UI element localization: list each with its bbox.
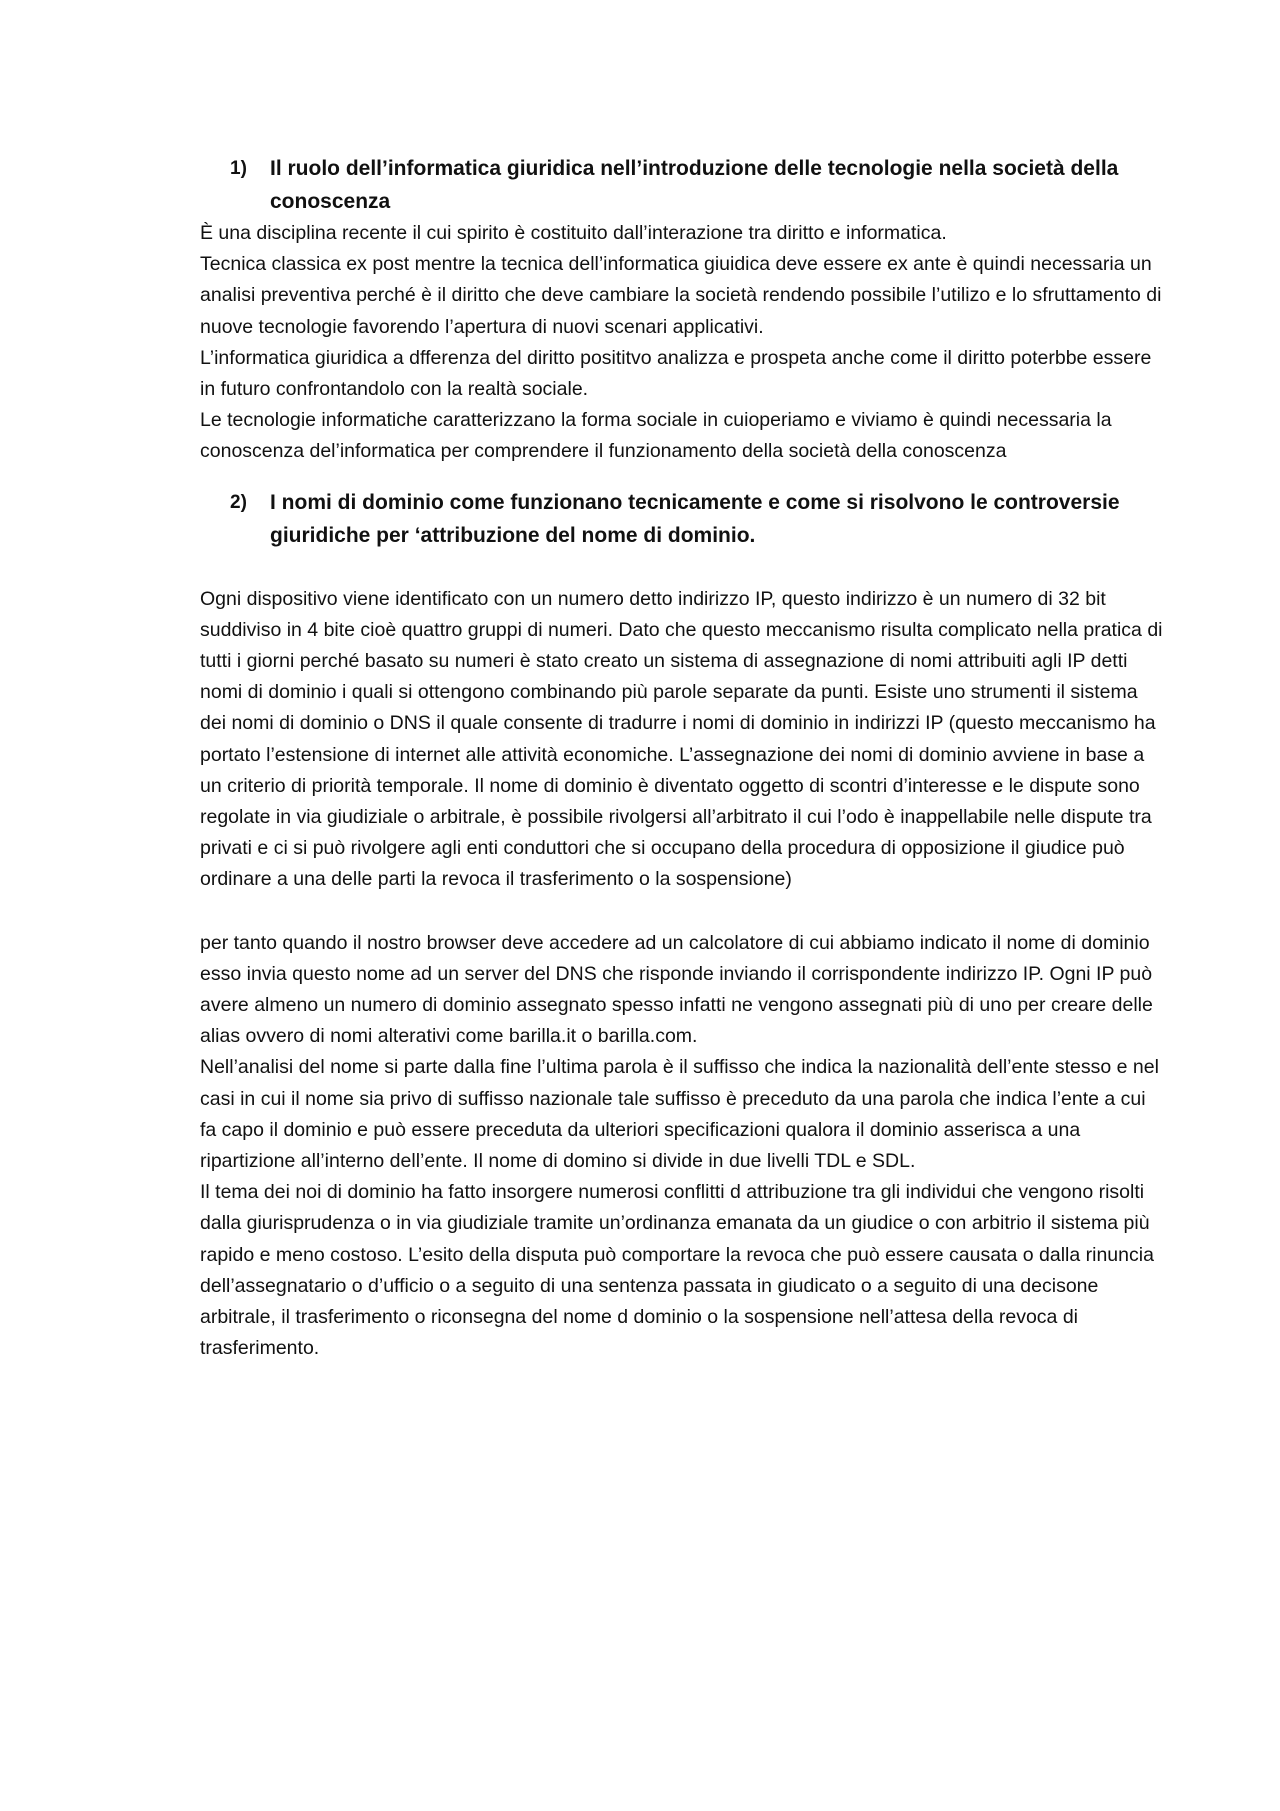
section-1-heading (230, 152, 1165, 218)
spacer (200, 896, 1165, 928)
section-1-paragraph: È una disciplina recente il cui spirito è costituito dall’interazione tra diritto e informatica. Tecnica classica ex post mentre la tecnica dell’informatica giuidica deve essere ex ante è quindi necessaria un analisi preventiva perché è il diritto che deve cambiare la società rendendo possibile l’utilizo e lo sfruttamento di nuove tecnologie favorendo l’apertura di nuovi scenari applicativi. L’informatica giuridica a dfferenza del diritto posititvo analizza e prospeta anche come il diritto poterbbe essere in futuro confrontandolo con la realtà sociale. Le tecnologie informatiche caratterizzano la forma sociale in cuioperiamo e viviamo è quindi necessaria la conoscenza del’informatica per comprendere il funzionamento della società della conoscenza (200, 222, 1162, 463)
section-2-heading (230, 486, 1165, 552)
section-2-number: 2) (230, 491, 247, 513)
section-1-number: 1) (230, 158, 247, 179)
section-2-paragraph-1: Ogni dispositivo viene identificato con un numero detto indirizzo IP, questo indirizzo è un numero di 32 bit suddiviso in 4 bite cioè quattro gruppi di numeri. Dato che questo meccanismo risulta complicato nella pratica di tutti i giorni perché basato su numeri è stato creato un sistema di assegnazione di nomi attribuiti agli IP detti nomi di dominio i quali si ottengono combinando più parole separate da punti. Esiste uno strumenti il sistema dei nomi di dominio o DNS il quale consente di tradurre i nomi di dominio in indirizzi IP (questo meccanismo ha portato l’estensione di internet alle attività economiche. L’assegnazione dei nomi di dominio avviene in base a un criterio di priorità temporale. Il nome di dominio è diventato oggetto di scontri d’interesse e le dispute sono regolate in via giudiziale o arbitrale, è possibile rivolgersi all’arbitrato il cui l’odo è inappellabile nelle dispute tra privati e ci si può rivolgere agli enti conduttori che si occupano della procedura di opposizione il giudice può ordinare a una delle parti la revoca il trasferimento o la sospensione) (200, 587, 1163, 891)
spacer (200, 552, 1165, 584)
section-2-paragraph-2: per tanto quando il nostro browser deve accedere ad un calcolatore di cui abbiamo indicato il nome di dominio esso invia questo nome ad un server del DNS che risponde inviando il corrispondente indirizzo IP. Ogni IP può avere almeno un numero di dominio assegnato spesso infatti ne vengono assegnati più di uno per creare delle alias ovvero di nomi alterativi come barilla.it o barilla.com. Nell’analisi del nome si parte dalla fine l’ultima parola è il suffisso che indica la nazionalità dell’ente stesso e nel casi in cui il nome sia privo di suffisso nazionale tale suffisso è preceduto da una parola che indica l’ente a cui fa capo il dominio e può essere preceduta da ulteriori specificazioni qualora il dominio asserisca a una ripartizione all’interno dell’ente. Il nome di domino si divide in due livelli TDL e SDL. Il tema dei noi di dominio ha fatto insorgere numerosi conflitti d attribuzione tra gli individui che vengono risolti dalla giurisprudenza o in via giudiziale tramite un’ordinanza emanata da un giudice o con arbitrio il sistema più rapido e meno costoso. L’esito della disputa può comportare la revoca che può essere causata o dalla rinuncia dell’assegnatario o d’ufficio o a seguito di una sentenza passata in giudicato o a seguito di una decisone arbitrale, il trasferimento o riconsegna del nome d dominio o la sospensione nell’attesa della revoca di trasferimento. (200, 931, 1159, 1360)
section-2-title: I nomi di dominio come funzionano tecnicamente e come si risolvono le controversie giuridiche per ‘attribuzione del nome di dominio. (270, 490, 1120, 547)
section-1-title: Il ruolo dell’informatica giuridica nell’introduzione delle tecnologie nella società della conoscenza (270, 157, 1119, 213)
document-page (200, 152, 1165, 1365)
spacer (200, 468, 1165, 486)
